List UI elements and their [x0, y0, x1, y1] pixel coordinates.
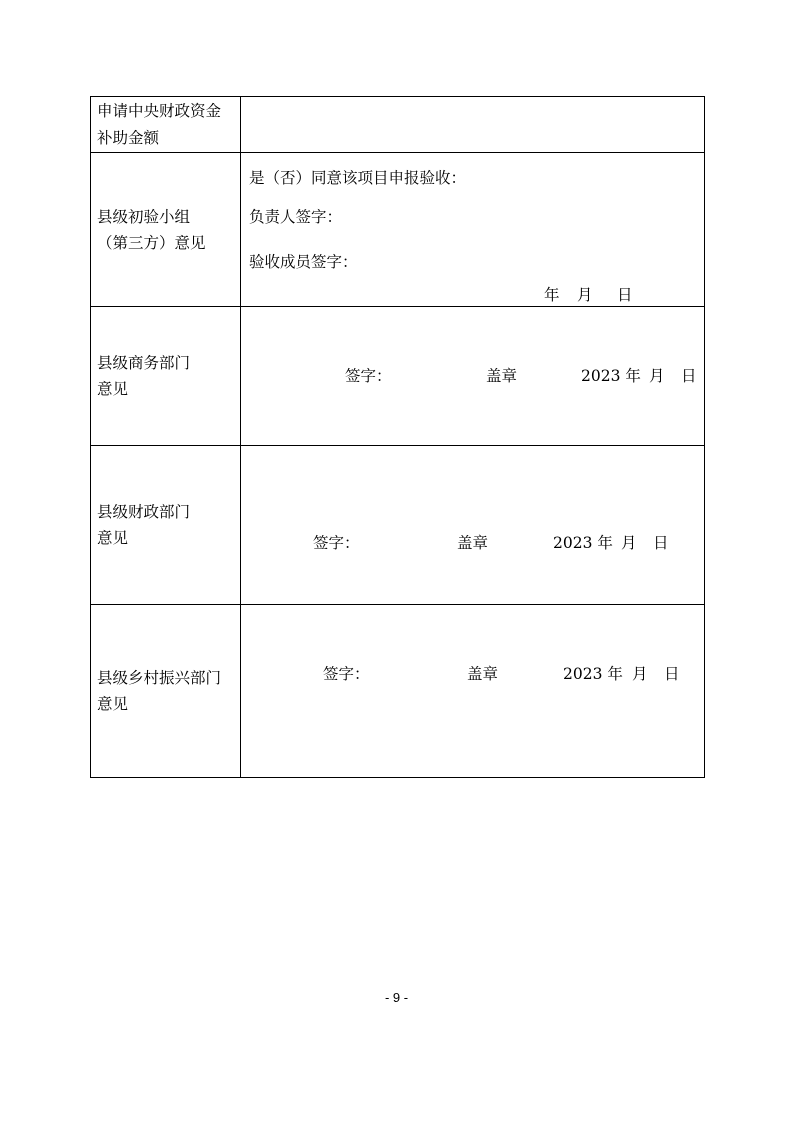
rural-day: 日	[664, 665, 680, 683]
commerce-label-line2: 意见	[97, 380, 129, 398]
inspection-label-line1: 县级初验小组	[97, 207, 191, 226]
leader-signature-label: 负责人签字：	[249, 208, 343, 226]
inspection-year: 年	[544, 286, 560, 304]
commerce-year: 2023 年	[581, 367, 641, 385]
finance-day: 日	[653, 534, 669, 552]
inspection-day: 日	[617, 286, 633, 304]
finance-label-line1: 县级财政部门	[97, 503, 191, 521]
finance-seal-label: 盖章	[457, 534, 489, 552]
inspection-month: 月	[577, 286, 593, 304]
commerce-opinion-cell[interactable]	[241, 307, 705, 446]
funding-row	[91, 97, 705, 153]
inspection-row	[91, 153, 705, 307]
commerce-day: 日	[681, 367, 697, 385]
commerce-seal-label: 盖章	[486, 367, 518, 385]
rural-label-line2: 意见	[97, 695, 129, 713]
funding-label-line2: 补助金额	[97, 128, 160, 147]
rural-year: 2023 年	[563, 665, 623, 683]
funding-label-cell	[91, 97, 241, 153]
rural-seal-label: 盖章	[467, 665, 499, 683]
commerce-label-line1: 县级商务部门	[97, 354, 191, 372]
finance-sign-label: 签字：	[313, 534, 360, 552]
commerce-sign-label: 签字：	[345, 367, 392, 385]
inspection-opinion-cell[interactable]	[241, 153, 705, 307]
funding-value-cell[interactable]	[241, 97, 705, 153]
rural-sign-label: 签字：	[323, 665, 370, 683]
rural-label-line1: 县级乡村振兴部门	[97, 669, 222, 687]
rural-month: 月	[632, 665, 648, 683]
members-signature-label: 验收成员签字：	[249, 253, 358, 271]
finance-opinion-cell[interactable]	[241, 446, 705, 605]
commerce-month: 月	[649, 367, 665, 385]
rural-label-cell	[91, 605, 241, 778]
approval-form-table	[90, 96, 705, 778]
finance-year: 2023 年	[553, 534, 613, 552]
finance-month: 月	[621, 534, 637, 552]
finance-label-cell	[91, 446, 241, 605]
rural-row	[91, 605, 705, 778]
funding-label-line1: 申请中央财政资金	[97, 101, 222, 120]
inspection-label-cell	[91, 153, 241, 307]
page-number: - 9 -	[384, 990, 409, 1005]
finance-label-line2: 意见	[97, 529, 129, 547]
finance-row	[91, 446, 705, 605]
commerce-label-cell	[91, 307, 241, 446]
commerce-row	[91, 307, 705, 446]
agree-statement: 是（否）同意该项目申报验收：	[249, 169, 467, 187]
rural-opinion-cell[interactable]	[241, 605, 705, 778]
inspection-label-line2: （第三方）意见	[97, 233, 206, 252]
